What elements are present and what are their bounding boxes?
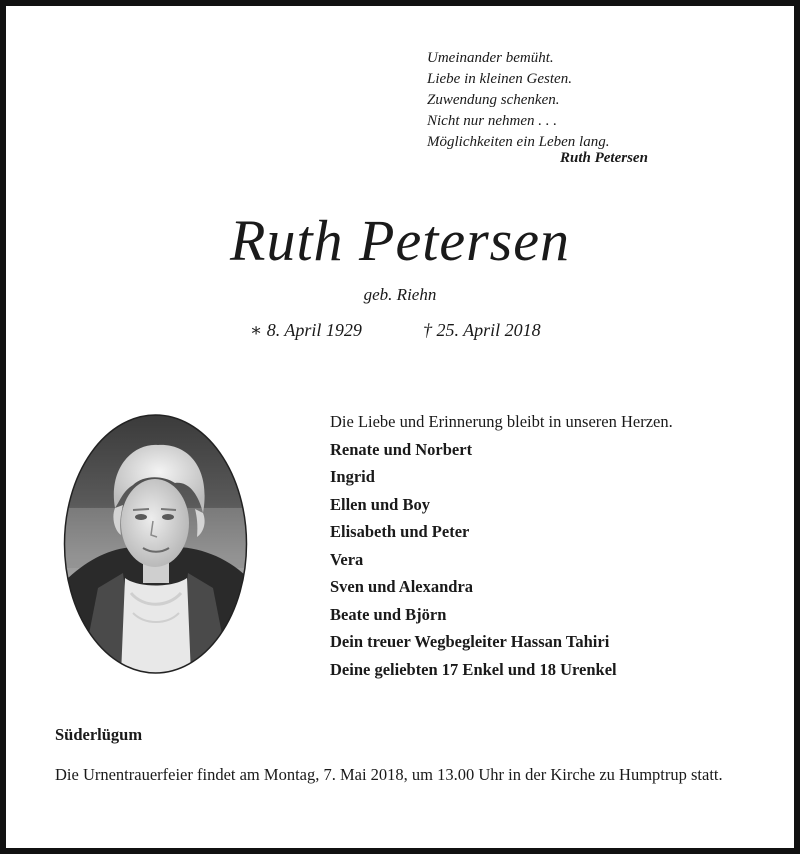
mourner-name: Dein treuer Wegbegleiter Hassan Tahiri — [330, 632, 610, 651]
poem-line: Nicht nur nehmen . . . — [427, 113, 557, 129]
mourner-name: Beate und Björn — [330, 604, 447, 624]
mourner-name: Ellen und Boy — [330, 494, 430, 514]
mourners-list — [330, 408, 770, 683]
poem-line: Liebe in kleinen Gesten. — [427, 71, 572, 87]
mourners-intro: Die Liebe und Erinnerung bleibt in unseren Herzen. — [330, 412, 673, 431]
mourner-name: Ingrid — [330, 467, 375, 486]
mourner-name: Renate und Norbert — [330, 439, 473, 459]
poem — [427, 48, 687, 153]
place-name: Süderlügum — [55, 725, 143, 744]
mourner-name: Sven und Alexandra — [330, 577, 474, 596]
death-date: † 25. April 2018 — [423, 320, 541, 340]
poem-line: Zuwendung schenken. — [427, 92, 560, 108]
poem-line: Umeinander bemüht. — [427, 50, 554, 66]
mourner-name: Elisabeth und Peter — [330, 522, 470, 541]
funeral-notice: Die Urnentrauerfeier findet am Montag, 7. Mai 2018, um 13.00 Uhr in der Kirche zu Humptrup statt. — [55, 765, 723, 784]
poem-author: Ruth Petersen — [560, 150, 648, 166]
mourner-name: Vera — [330, 549, 364, 569]
maiden-name: geb. Riehn — [363, 285, 437, 304]
poem-line: Möglichkeiten ein Leben lang. — [427, 134, 610, 150]
portrait-photo — [63, 413, 248, 675]
deceased-name: Ruth Petersen — [230, 208, 570, 273]
birth-date: ∗ 8. April 1929 — [250, 320, 362, 340]
mourner-name: Deine geliebten 17 Enkel und 18 Urenkel — [330, 659, 617, 679]
